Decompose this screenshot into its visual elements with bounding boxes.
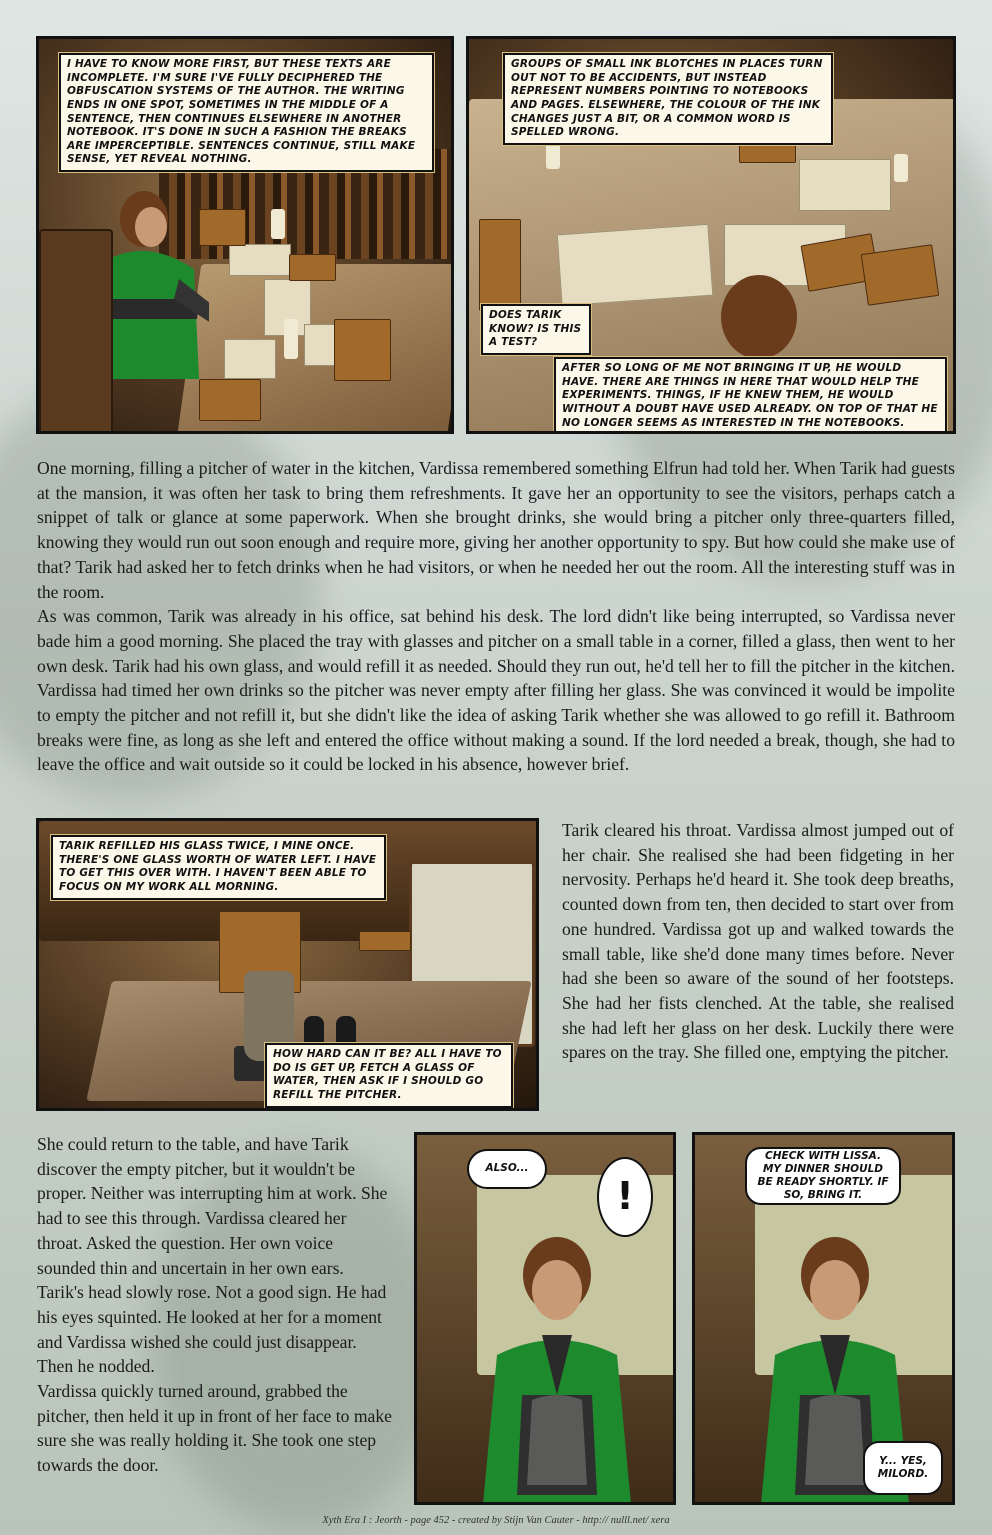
- book-stack: [289, 254, 336, 281]
- speech-bubble: CHECK WITH LISSA. MY DINNER SHOULD BE READY SHORTLY. IF SO, BRING IT.: [745, 1147, 901, 1205]
- paragraph: She could return to the table, and have Tarik discover the empty pitcher, but it wouldn't be proper. Neither was interrupting him at work. She had to see this through. Vardissa cleared her throat. Asked the question. Her own voice sounded thin and uncertain in her own ears.: [37, 1134, 388, 1278]
- comic-panel-5: [692, 1132, 955, 1505]
- prose-block-1: [37, 456, 955, 777]
- page-footer: Xyth Era I : Jeorth - page 452 - created by Stijn Van Cauter - http:// nulll.net/ xera: [322, 1515, 670, 1526]
- prose-block-2: Tarik cleared his throat. Vardissa almost jumped out of her chair. She realised she had been fidgeting in her nervosity. Perhaps he'd heard it. She took deep breaths, counted down from ten, then decided to start over from one hundred. Vardissa got up and walked towards the small table, like she'd done many times before. Never had she been so aware of the sound of her footsteps. She had her fists clenched. At the table, she realised she had left her glass on her desk. Luckily there were spares on the tray. She filled one, emptying the pitcher.: [562, 820, 954, 1063]
- comic-panel-4: [414, 1132, 676, 1505]
- exclamation-bubble: !: [597, 1157, 653, 1237]
- comic-panel-2: [466, 36, 956, 434]
- candle: [271, 209, 285, 239]
- notebook: [229, 244, 291, 276]
- speech-bubble: ALSO...: [467, 1149, 547, 1189]
- vardissa-figure: [457, 1215, 657, 1505]
- thought-caption: DOES TARIK KNOW? IS THIS A TEST?: [481, 304, 591, 355]
- paragraph: Vardissa quickly turned around, grabbed the pitcher, then held it up in front of her face to make sure she was really holding it. She took one step towards the door.: [37, 1381, 392, 1476]
- chair: [39, 229, 113, 434]
- thought-caption: TARIK REFILLED HIS GLASS TWICE, I MINE ONCE. THERE'S ONE GLASS WORTH OF WATER LEFT. I HAVE TO GET THIS OVER WITH. I HAVEN'T BEEN ABLE TO FOCUS ON MY WORK ALL MORNING.: [51, 835, 386, 900]
- prose-block-3: [37, 1132, 395, 1478]
- speech-bubble: Y... YES, MILORD.: [863, 1441, 943, 1495]
- notebook: [224, 339, 276, 379]
- narration-caption: I HAVE TO KNOW MORE FIRST, BUT THESE TEXTS ARE INCOMPLETE. I'M SURE I'VE FULLY DECIPHERED THE OBFUSCATION SYSTEMS OF THE AUTHOR. THE WRITING ENDS IN ONE SPOT, SOMETIMES IN THE MIDDLE OF A SENTENCE, THEN CONTINUES ELSEWHERE IN ANOTHER NOTEBOOK. IT'S DONE IN SUCH A FASHION THE BREAKS ARE IMPERCEPTIBLE. SENTENCES CONTINUE, STILL MAKE SENSE, YET REVEAL NOTHING.: [59, 53, 434, 172]
- paragraph: One morning, filling a pitcher of water in the kitchen, Vardissa remembered something Elfrun had told her. When Tarik had guests at the mansion, it was often her task to bring them refreshments. It gave her an opportunity to see the visitors, perhaps catch a snippet of talk or glance at some paperwork. When she brought drinks, she would bring a pitcher only three-quarters filled, knowing they would run out soon enough and require more, giving her another opportunity to spy. But how could she make use of that? Tarik had asked her to fetch drinks when he had visitors, or when he needed her out the room. All the interesting stuff was in the room.: [37, 458, 955, 602]
- paragraph: Tarik's head slowly rose. Not a good sign. He had his eyes squinted. He looked at her for a moment and Vardissa wished she could just disappear. Then he nodded.: [37, 1282, 387, 1377]
- paragraph: As was common, Tarik was already in his office, sat behind his desk. The lord didn't like being interrupted, so Vardissa never bade him a good morning. She placed the tray with glasses and pitcher on a small table in a corner, filled a glass, then went to her own desk. Tarik had his own glass, and would refill it as needed. Should they run out, he'd tell her to fill the pitcher in the kitchen. Vardissa had timed her own drinks so the pitcher was never empty after filling her glass. She was convinced it would be impolite to empty the pitcher and not refill it, but she didn't like the idea of asking Tarik whether she was allowed to go refill it. Bathroom breaks were fine, as long as she left and entered the office without making a sound. If the lord needed a break, though, she had to leave the office and wait outside so it could be locked in his absence, however brief.: [37, 606, 955, 775]
- narration-caption: GROUPS OF SMALL INK BLOTCHES IN PLACES TURN OUT NOT TO BE ACCIDENTS, BUT INSTEAD REPRESENT NUMBERS POINTING TO NOTEBOOKS AND PAGES. ELSEWHERE, THE COLOUR OF THE INK CHANGES JUST A BIT, OR A COMMON WORD IS SPELLED WRONG.: [503, 53, 833, 145]
- thought-caption: HOW HARD CAN IT BE? ALL I HAVE TO DO IS GET UP, FETCH A GLASS OF WATER, THEN ASK IF I SHOULD GO REFILL THE PITCHER.: [265, 1043, 513, 1108]
- comic-panel-1: [36, 36, 454, 434]
- open-book: [799, 159, 891, 211]
- book: [479, 219, 521, 311]
- candle: [284, 319, 298, 359]
- narration-caption: AFTER SO LONG OF ME NOT BRINGING IT UP, HE WOULD HAVE. THERE ARE THINGS IN HERE THAT WOULD HELP THE EXPERIMENTS. THINGS, IF HE KNEW THEM, HE WOULD WITHOUT A DOUBT HAVE USED ALREADY. ON TOP OF THAT HE NO LONGER SEEMS AS INTERESTED IN THE NOTEBOOKS.: [554, 357, 947, 434]
- book: [861, 244, 940, 306]
- comic-panel-3: [36, 818, 539, 1111]
- book-stack: [334, 319, 391, 381]
- book: [359, 931, 411, 951]
- candle: [894, 154, 908, 182]
